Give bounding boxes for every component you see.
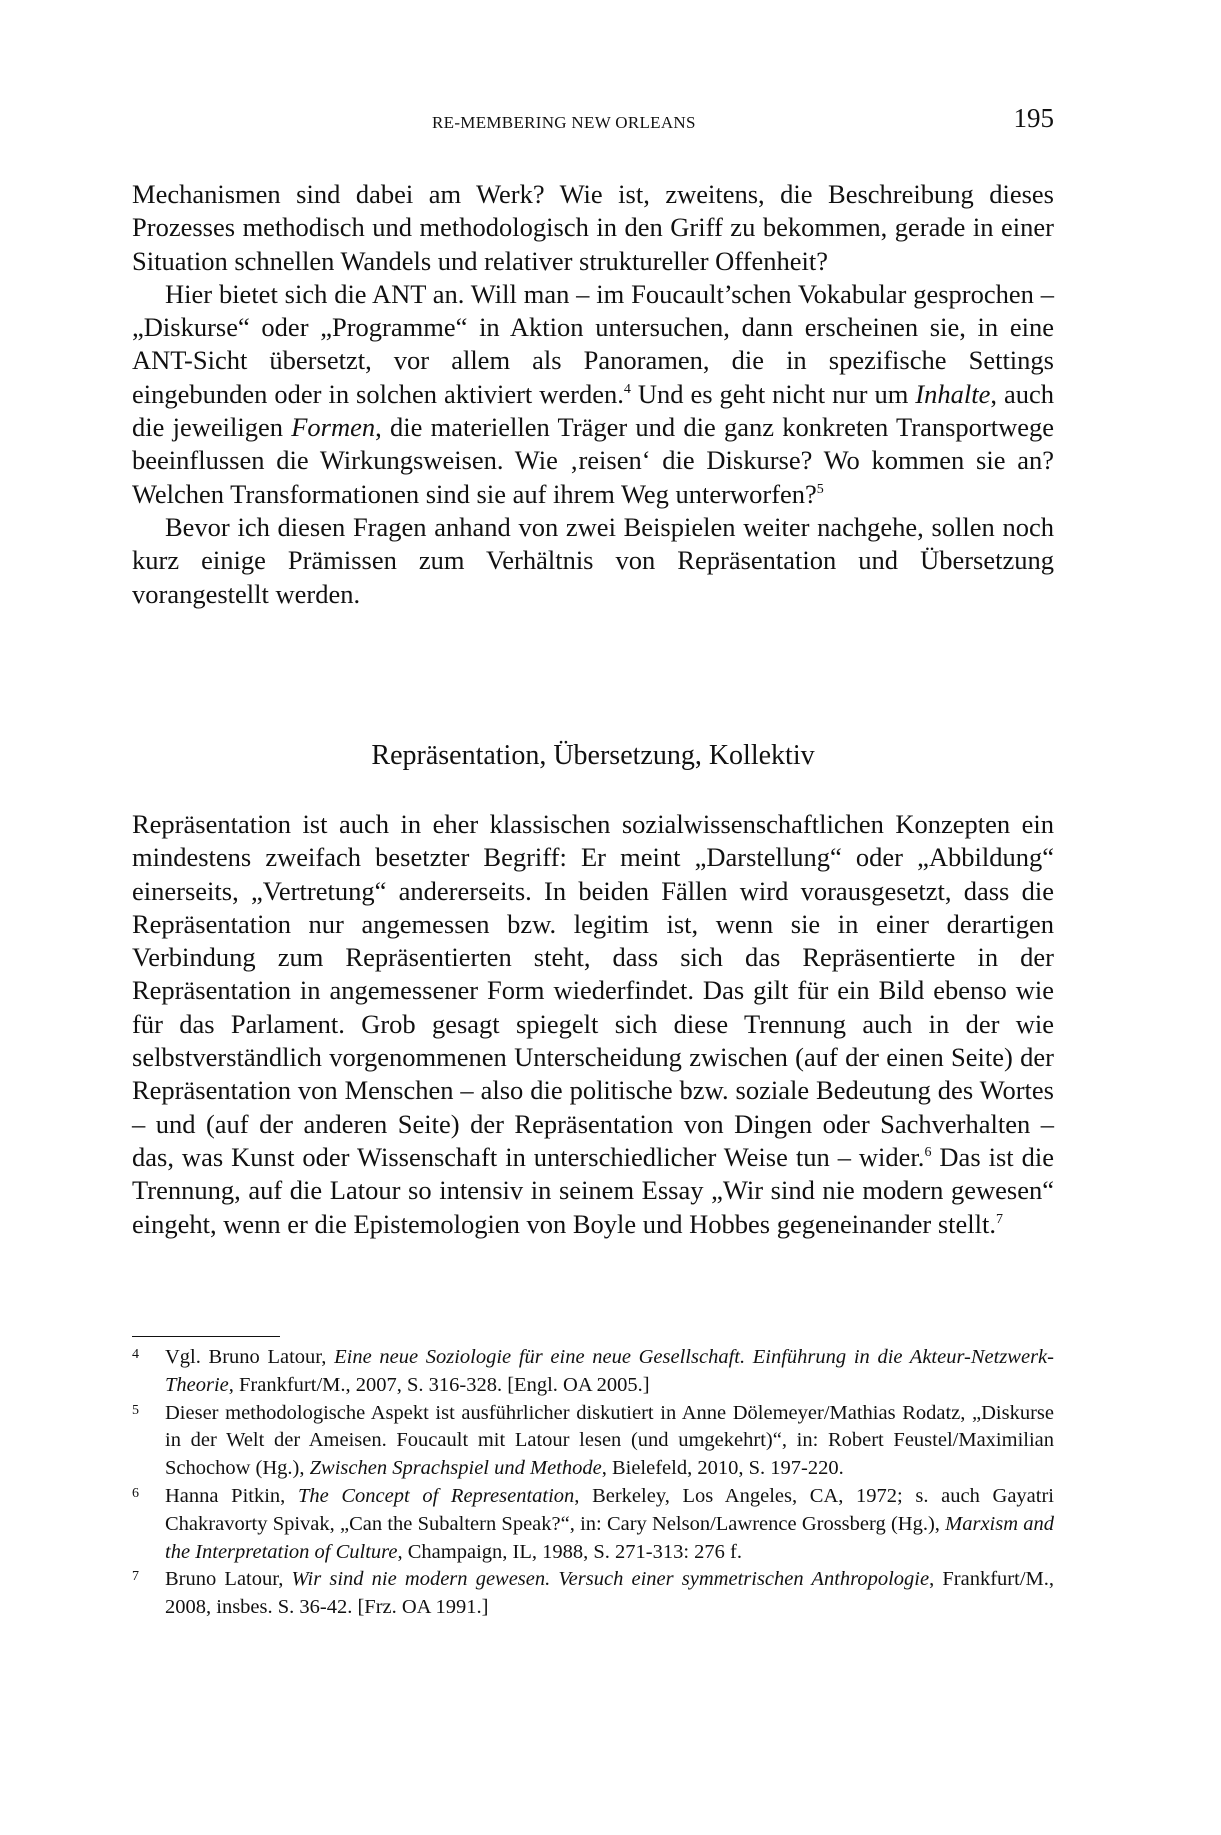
- footnote-number: 7: [132, 1569, 139, 1585]
- footnote-title: Zwischen Sprachspiel und Methode: [309, 1457, 602, 1480]
- footnote-title: The Concept of Representation: [297, 1484, 575, 1507]
- page-header: [132, 95, 1054, 135]
- paragraph-2-text-b: Und es geht nicht nur um: [630, 378, 916, 409]
- footnote-divider: [132, 1336, 280, 1337]
- section-paragraph-text-b: Das ist die Trennung, auf die Latour so intensiv in seinem Essay „Wir sind nie modern gewesen“ eingeht, wenn er die Epistemologien von Boyle und Hobbes gegeneinander stellt.: [132, 1141, 1055, 1239]
- footnote-text: Dieser methodologische Aspekt ist ausführlicher diskutiert in Anne Dölemeyer/Mathias Rodatz, „Diskurse in der Welt der Ameisen. Foucault mit Latour lesen (und umgekehrt)“, in: Robert Feustel/Maximilian Schochow (Hg.),: [165, 1401, 1054, 1480]
- paragraph-1: Mechanismen sind dabei am Werk? Wie ist, zweitens, die Beschreibung dieses Prozesses methodisch und methodologisch in den Griff zu bekommen, gerade in einer Situation schnellen Wandels und relativer struktureller Offenheit?: [132, 179, 1054, 276]
- footnote-text: Hanna Pitkin,: [165, 1484, 298, 1507]
- paragraph-2-text-d: , die materiellen Träger und die ganz konkreten Transportwege beeinflussen die Wirkungsweisen. Wie ‚reisen‘ die Diskurse? Wo kommen sie an? Welchen Transformationen sind sie auf ihrem Weg unterworfen?: [132, 412, 1054, 509]
- paragraph-2-text-c: , auch die jeweiligen: [132, 378, 1054, 443]
- footnote-title: Wir sind nie modern gewesen. Versuch einer symmetrischen Anthropologie: [291, 1568, 930, 1591]
- footnote-title: Eine neue Soziologie für eine neue Gesellschaft. Einführung in die Akteur-Netzwerk-Theorie: [165, 1346, 1054, 1396]
- paragraph-3: Bevor ich diesen Fragen anhand von zwei Beispielen weiter nachgehe, sollen noch kurz einige Prämissen zum Verhältnis von Repräsentation und Übersetzung vorangestellt werden.: [132, 511, 1054, 609]
- footnote-ref-5[interactable]: 5: [816, 481, 824, 497]
- intro-text: [132, 178, 1054, 611]
- footnote-text: , Champaign, IL, 1988, S. 271-313: 276 f.: [397, 1540, 742, 1563]
- paragraph-2-italic-inhalte: Inhalte: [915, 378, 991, 409]
- footnote-text: Vgl. Bruno Latour,: [165, 1346, 335, 1368]
- section-paragraph-text-a: Repräsentation ist auch in eher klassischen sozialwissenschaftlichen Konzepten ein mindestens zweifach besetzter Begriff: Er meint „Darstellung“ oder „Abbildung“ einerseits, „Vertretung“ andererseits. In beiden Fällen wird vorausgesetzt, dass die Repräsentation nur angemessen bzw. legitim ist, wenn sie in einer derartigen Verbindung zum Repräsentierten steht, dass sich das Repräsentierte in der Repräsentation in angemessener Form wiederfindet. Das gilt für ein Bild ebenso wie für das Parlament. Grob gesagt spiegelt sich diese Trennung auch in der wie selbstverständlich vorgenommenen Unterscheidung zwischen (auf der einen Seite) der Repräsentation von Menschen – also die politische bzw. soziale Bedeutung des Wortes – und (auf der anderen Seite) der Repräsentation von Dingen oder Sachverhalten – das, was Kunst oder Wissenschaft in unterschiedlicher Weise tun – wider.: [132, 809, 1054, 1172]
- section-paragraph: [132, 808, 1054, 1241]
- paragraph-2-text-a: Hier bietet sich die ANT an. Will man – im Foucault’schen Vokabular gesprochen – „Diskurse“ oder „Programme“ in Aktion untersuchen, dann erscheinen sie, in eine ANT-Sicht übersetzt, vor allem als Panoramen, die in spezifische Settings eingebunden oder in solchen aktiviert werden.: [132, 278, 1054, 409]
- footnote-5: [132, 1400, 1054, 1483]
- section-text: [132, 808, 1054, 1241]
- footnote-title: Marxism and the Interpretation of Culture: [165, 1512, 1055, 1563]
- footnote-number: 4: [132, 1347, 139, 1362]
- footnote-text: , Frankfurt/M., 2008, insbes. S. 36-42. [Frz. OA 1991.]: [165, 1568, 1055, 1619]
- footnote-ref-6[interactable]: 6: [924, 1144, 932, 1160]
- footnote-number: 6: [132, 1485, 139, 1501]
- footnote-6: [132, 1483, 1054, 1566]
- page-number: 195: [1013, 103, 1054, 133]
- section-heading: Repräsentation, Übersetzung, Kollektiv: [371, 740, 815, 771]
- footnote-text: , Bielefeld, 2010, S. 197-220.: [601, 1457, 844, 1480]
- footnote-7: [132, 1566, 1054, 1622]
- paragraph-2: [132, 278, 1054, 511]
- footnote-number: 5: [132, 1402, 139, 1418]
- footnote-4: [132, 1344, 1054, 1400]
- footnotes: [132, 1344, 1054, 1622]
- running-head: RE-MEMBERING NEW ORLEANS: [432, 113, 696, 132]
- footnote-ref-4[interactable]: 4: [623, 381, 631, 397]
- footnote-text: Bruno Latour,: [165, 1568, 292, 1591]
- footnote-text: , Frankfurt/M., 2007, S. 316-328. [Engl. OA 2005.]: [228, 1373, 650, 1396]
- footnote-text: , Berkeley, Los Angeles, CA, 1972; s. auch Gayatri Chakravorty Spivak, „Can the Subaltern Speak?“, in: Cary Nelson/Lawrence Grossberg (Hg.),: [165, 1484, 1054, 1535]
- paragraph-2-italic-formen: Formen: [291, 412, 376, 443]
- footnote-ref-7[interactable]: 7: [995, 1211, 1003, 1227]
